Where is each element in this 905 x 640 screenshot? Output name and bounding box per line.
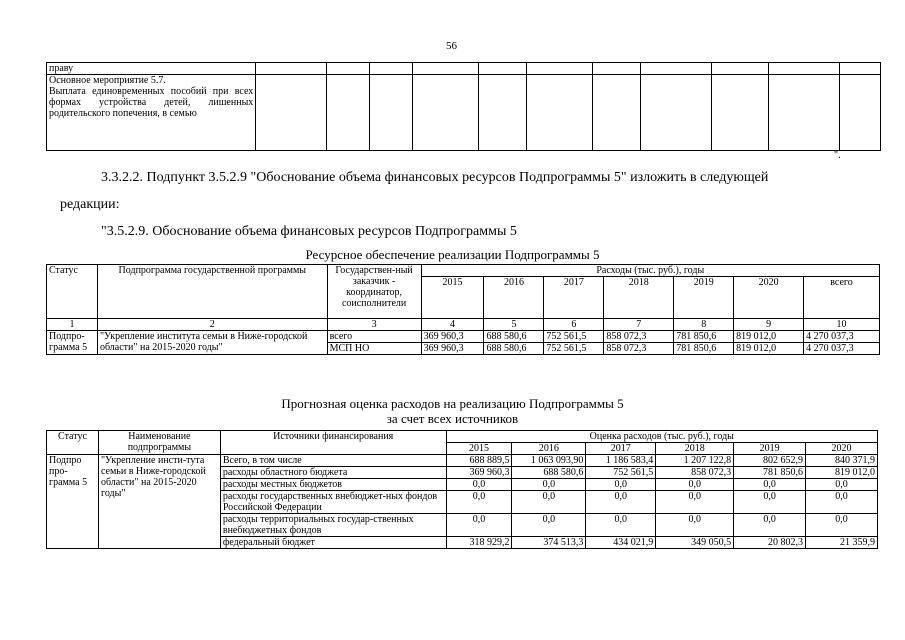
- closing-quote: ".: [834, 150, 841, 161]
- t2-value: 0,0: [656, 491, 734, 514]
- continued-table: [46, 62, 881, 151]
- t1-customer: всего: [327, 331, 421, 343]
- t1-colnum: 7: [604, 319, 674, 331]
- t1-value: 819 012,0: [734, 331, 804, 343]
- t2-value: 0,0: [586, 491, 656, 514]
- table1-title: Ресурсное обеспечение реализации Подпрограммы 5: [305, 247, 600, 262]
- t1-colnum: 10: [804, 319, 880, 331]
- t2-status: Подпро про-грамма 5: [47, 455, 99, 549]
- t1-value: 688 580,6: [484, 343, 544, 355]
- t2-value: 434 021,9: [586, 537, 656, 549]
- t2-value: 0,0: [656, 479, 734, 491]
- t1-year: 2016: [484, 277, 544, 319]
- t2-value: 0,0: [446, 491, 512, 514]
- t2-program-name: "Укрепление инсти-тута семьи в Ниже-городской области" на 2015-2020 годы": [98, 455, 220, 549]
- page-number: 56: [446, 40, 457, 52]
- t1-header-status: Статус: [47, 265, 98, 319]
- t2-value: 20 802,3: [734, 537, 806, 549]
- t1-value: 752 561,5: [544, 331, 604, 343]
- continued-cell: праву: [47, 63, 256, 75]
- t2-source: расходы территориальных государ-ственных внебюджетных фондов: [220, 514, 446, 537]
- t1-header-program: Подпрограмма государственной программы: [97, 265, 327, 319]
- t2-year: 2015: [446, 443, 512, 455]
- t1-value: 4 270 037,3: [804, 331, 880, 343]
- t2-header-sources: Источники финансирования: [220, 431, 446, 455]
- t2-year: 2017: [586, 443, 656, 455]
- t1-value: 819 012,0: [734, 343, 804, 355]
- t2-value: 318 929,2: [446, 537, 512, 549]
- t2-value: 21 359,9: [806, 537, 878, 549]
- paragraph-1b: редакции:: [60, 197, 120, 212]
- t1-value: 781 850,6: [674, 331, 734, 343]
- t1-header-expenses: Расходы (тыс. руб.), годы: [421, 265, 879, 277]
- t2-year: 2019: [734, 443, 806, 455]
- t2-value: 1 186 583,4: [586, 455, 656, 467]
- t2-value: 0,0: [586, 479, 656, 491]
- t2-year: 2018: [656, 443, 734, 455]
- t2-value: 0,0: [734, 491, 806, 514]
- t1-colnum: 2: [97, 319, 327, 331]
- activity-title: Основное мероприятие 5.7.: [49, 75, 166, 86]
- t1-year: 2018: [604, 277, 674, 319]
- t1-status: Подпро-грамма 5: [47, 331, 98, 355]
- t1-value: 369 960,3: [421, 331, 484, 343]
- t1-colnum: 5: [484, 319, 544, 331]
- t2-value: 0,0: [806, 514, 878, 537]
- t1-colnum: 8: [674, 319, 734, 331]
- t2-header-estimate: Оценка расходов (тыс. руб.), годы: [446, 431, 877, 443]
- t1-colnum: 3: [327, 319, 421, 331]
- t2-value: 0,0: [806, 491, 878, 514]
- t2-value: 781 850,6: [734, 467, 806, 479]
- paragraph-2: "3.5.2.9. Обоснование объема финансовых ресурсов Подпрограммы 5: [101, 224, 517, 239]
- t2-source: Всего, в том числе: [220, 455, 446, 467]
- t2-value: 752 561,5: [586, 467, 656, 479]
- t2-value: 0,0: [806, 479, 878, 491]
- t2-year: 2016: [512, 443, 586, 455]
- t1-value: 858 072,3: [604, 343, 674, 355]
- t2-source: федеральный бюджет: [220, 537, 446, 549]
- t1-customer: МСП НО: [327, 343, 421, 355]
- t1-colnum: 6: [544, 319, 604, 331]
- t2-value: 0,0: [512, 514, 586, 537]
- t2-value: 0,0: [446, 514, 512, 537]
- t1-year: 2017: [544, 277, 604, 319]
- t2-value: 0,0: [734, 514, 806, 537]
- activity-desc: Выплата единовременных пособий при всех формах устройства детей, лишенных родительского попечения, в семью: [49, 86, 254, 119]
- t1-value: 781 850,6: [674, 343, 734, 355]
- t2-value: 0,0: [586, 514, 656, 537]
- t2-value: 349 050,5: [656, 537, 734, 549]
- t2-value: 802 652,9: [734, 455, 806, 467]
- paragraph-1: 3.3.2.2. Подпункт 3.5.2.9 "Обоснование объема финансовых ресурсов Подпрограммы 5" изложить в следующей: [101, 170, 769, 185]
- t2-year: 2020: [806, 443, 878, 455]
- t2-value: 0,0: [656, 514, 734, 537]
- table2-title: Прогнозная оценка расходов на реализацию Подпрограммы 5: [281, 396, 624, 411]
- t1-value: 369 960,3: [421, 343, 484, 355]
- t2-header-status: Статус: [47, 431, 99, 455]
- t1-value: 688 580,6: [484, 331, 544, 343]
- t2-value: 1 207 122,8: [656, 455, 734, 467]
- t1-header-customer: Государствен-ный заказчик - координатор, соисполнители: [327, 265, 421, 319]
- t2-value: 688 580,6: [512, 467, 586, 479]
- t1-value: 752 561,5: [544, 343, 604, 355]
- t2-source: расходы государственных внебюджет-ных фондов Российской Федерации: [220, 491, 446, 514]
- t1-colnum: 4: [421, 319, 484, 331]
- t2-value: 369 960,3: [446, 467, 512, 479]
- t1-value: 858 072,3: [604, 331, 674, 343]
- t2-source: расходы областного бюджета: [220, 467, 446, 479]
- t2-value: 688 889,5: [446, 455, 512, 467]
- t2-value: 0,0: [446, 479, 512, 491]
- t2-value: 0,0: [734, 479, 806, 491]
- t2-value: 0,0: [512, 491, 586, 514]
- t2-value: 858 072,3: [656, 467, 734, 479]
- table2-subtitle: за счет всех источников: [386, 411, 519, 426]
- t2-value: 374 513,3: [512, 537, 586, 549]
- t1-year: 2015: [421, 277, 484, 319]
- t2-value: 0,0: [512, 479, 586, 491]
- t1-year: 2019: [674, 277, 734, 319]
- t2-value: 840 371,9: [806, 455, 878, 467]
- t2-source: расходы местных бюджетов: [220, 479, 446, 491]
- t1-colnum: 9: [734, 319, 804, 331]
- t2-header-name: Наименование подпрограммы: [98, 431, 220, 455]
- t2-value: 1 063 093,90: [512, 455, 586, 467]
- t1-year-total: всего: [804, 277, 880, 319]
- t1-colnum: 1: [47, 319, 98, 331]
- t1-value: 4 270 037,3: [804, 343, 880, 355]
- t1-year: 2020: [734, 277, 804, 319]
- t1-program-name: "Укрепление института семьи в Ниже-городской области" на 2015-2020 годы": [97, 331, 327, 355]
- activity-cell: [47, 75, 256, 151]
- resource-table: [46, 264, 880, 355]
- forecast-table: [46, 430, 878, 549]
- t2-value: 819 012,0: [806, 467, 878, 479]
